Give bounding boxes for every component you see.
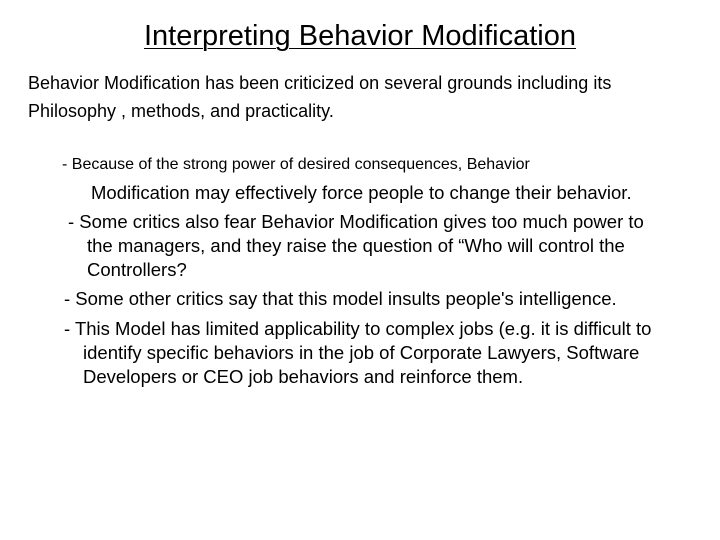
bullet-line: - Because of the strong power of desired consequences, Behavior xyxy=(62,156,530,173)
bullet-line: identify specific behaviors in the job of Corporate Lawyers, Software xyxy=(83,342,640,363)
intro-paragraph xyxy=(28,69,698,125)
bullet-line: the managers, and they raise the question of “Who will control the xyxy=(87,235,625,256)
bullet-line: - Some critics also fear Behavior Modification gives too much power to xyxy=(68,211,644,232)
bullet-line: Controllers? xyxy=(87,259,187,280)
intro-line: Philosophy , methods, and practicality. xyxy=(28,101,334,121)
slide-title xyxy=(0,18,720,54)
bullet-line: - Some other critics say that this model insults people's intelligence. xyxy=(64,288,617,309)
slide-title-text: Interpreting Behavior Modification xyxy=(143,20,576,52)
intro-line: Behavior Modification has been criticized on several grounds including its xyxy=(28,73,612,93)
bullet-line: - This Model has limited applicability to complex jobs (e.g. it is difficult to xyxy=(64,318,652,339)
bullet-line: Modification may effectively force people to change their behavior. xyxy=(91,182,632,203)
bullet-line: Developers or CEO job behaviors and reinforce them. xyxy=(83,366,524,387)
